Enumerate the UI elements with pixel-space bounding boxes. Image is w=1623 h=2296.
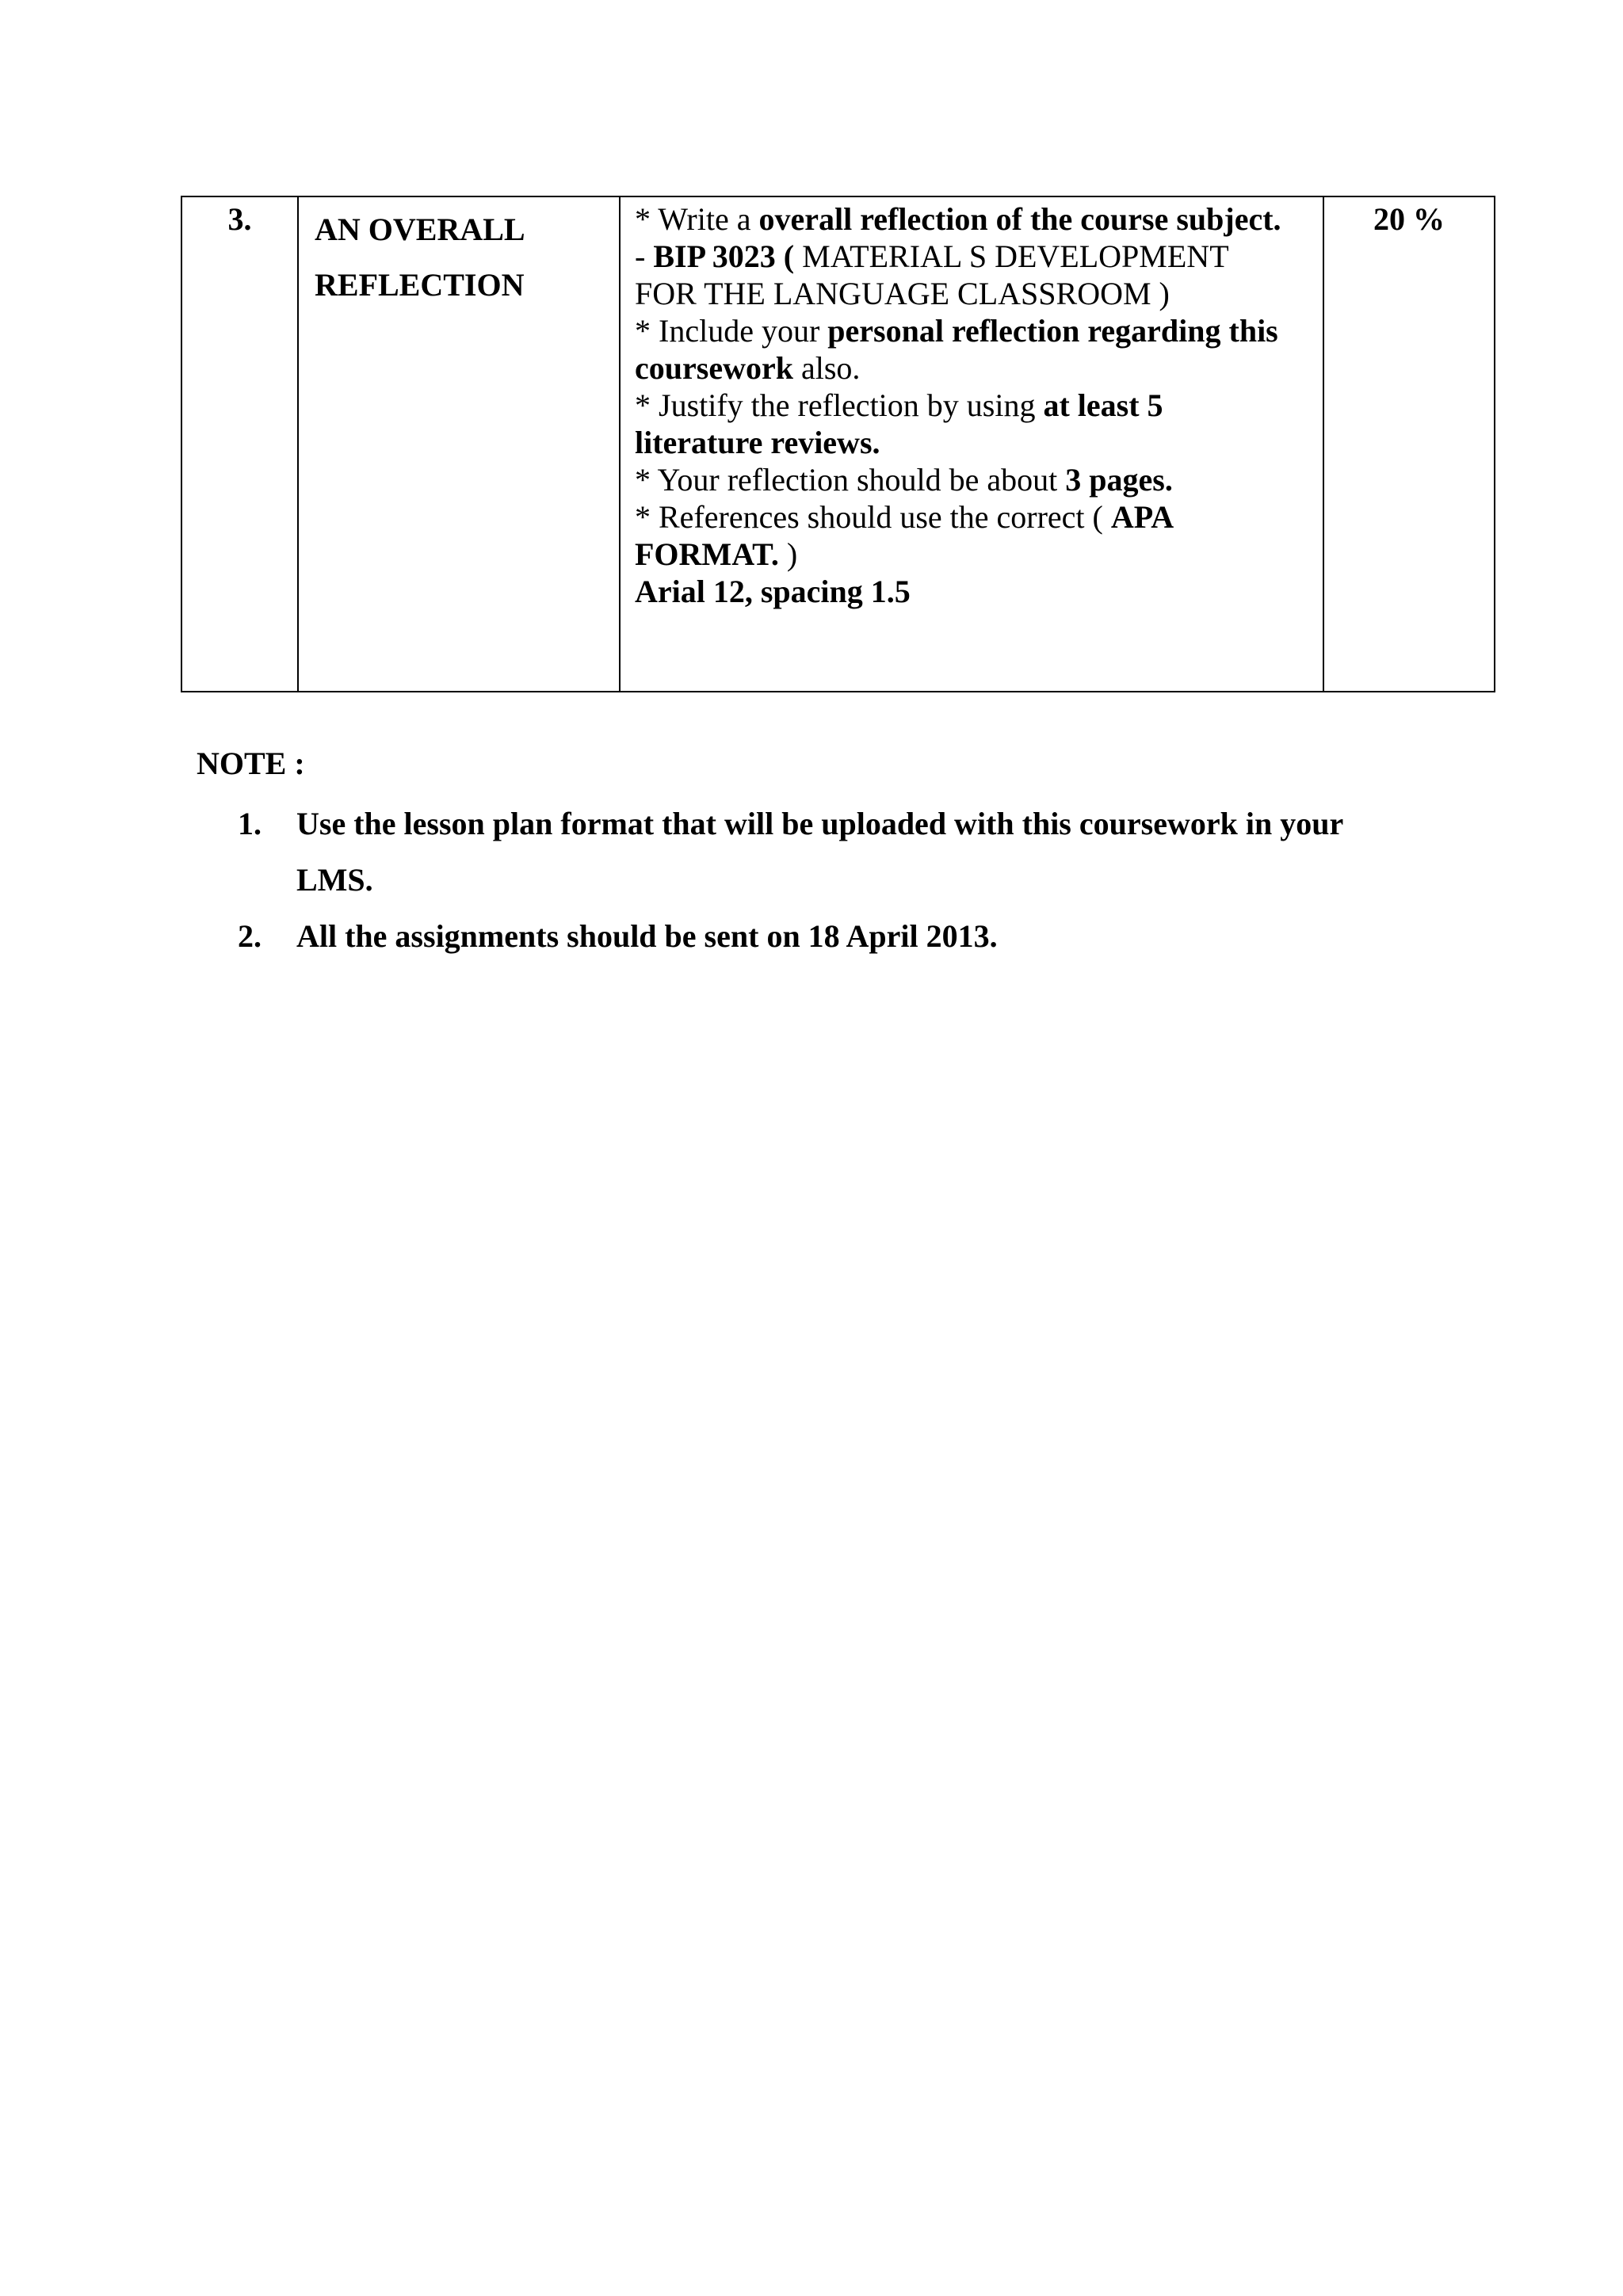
list-item <box>238 795 1474 908</box>
description-text: - <box>635 238 654 274</box>
description-text: * Include your <box>635 313 828 349</box>
task-title-line: AN OVERALL <box>315 212 525 247</box>
description-text: MATERIAL S DEVELOPMENT <box>794 238 1229 274</box>
description-line <box>635 238 1316 275</box>
note-list <box>238 795 1474 964</box>
task-title-line: REFLECTION <box>315 267 525 303</box>
description-line <box>635 461 1316 498</box>
task-description-cell <box>620 196 1323 692</box>
marks-cell <box>1323 196 1495 692</box>
description-text-bold: coursework <box>635 350 793 386</box>
description-text-bold: at least 5 <box>1043 387 1163 423</box>
description-line <box>635 387 1316 424</box>
description-line <box>635 498 1316 536</box>
description-text-bold: APA <box>1110 499 1174 535</box>
coursework-table <box>181 196 1495 692</box>
description-line: Arial 12, spacing 1.5 <box>635 574 911 609</box>
description-line: literature reviews. <box>635 425 880 460</box>
list-item-text: All the assignments should be sent on 18 April 2013. <box>296 918 998 954</box>
task-title-cell <box>298 196 620 692</box>
list-item-number: 2. <box>238 918 262 954</box>
description-text-bold: personal reflection regarding this <box>827 313 1278 349</box>
description-text-bold: overall reflection of the course subject. <box>758 201 1281 237</box>
description-text: ) <box>778 536 798 572</box>
list-item-number: 1. <box>238 806 262 841</box>
item-number: 3. <box>227 201 252 237</box>
marks-value: 20 % <box>1373 201 1445 237</box>
description-line <box>635 536 1316 573</box>
table-row <box>181 196 1495 692</box>
description-text: * Justify the reflection by using <box>635 387 1044 423</box>
list-item-text: LMS. <box>296 862 373 898</box>
list-item <box>238 908 1474 964</box>
description-text-bold: BIP 3023 ( <box>653 238 795 274</box>
description-text: * References should use the correct ( <box>635 499 1111 535</box>
description-line <box>635 200 1316 238</box>
description-line <box>635 349 1316 387</box>
item-number-cell <box>181 196 298 692</box>
description-line <box>635 312 1316 349</box>
list-item-text: Use the lesson plan format that will be uploaded with this coursework in your <box>296 806 1344 841</box>
description-text: * Your reflection should be about <box>635 462 1066 498</box>
description-text-bold: FORMAT. <box>635 536 779 572</box>
description-line: FOR THE LANGUAGE CLASSROOM ) <box>635 276 1170 311</box>
note-heading: NOTE : <box>197 746 305 781</box>
description-text: * Write a <box>635 201 759 237</box>
description-text-bold: 3 pages. <box>1065 462 1173 498</box>
description-text: also. <box>792 350 861 386</box>
